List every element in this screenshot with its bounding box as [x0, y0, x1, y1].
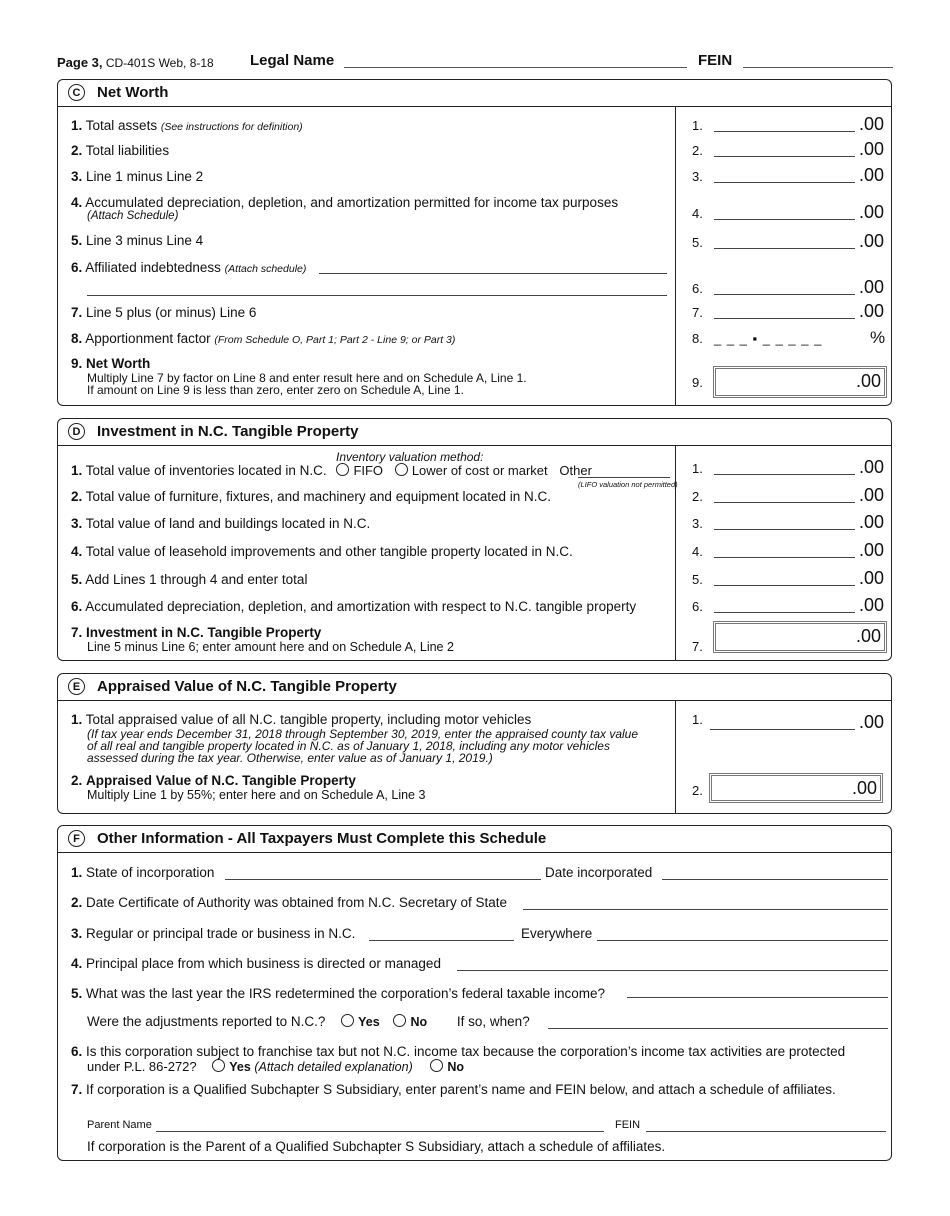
- c-line-5-amount[interactable]: [714, 248, 855, 249]
- section-letter-d: D: [68, 423, 85, 440]
- fifo-radio[interactable]: [336, 463, 349, 476]
- protected-no-radio[interactable]: [430, 1059, 443, 1072]
- lcm-radio[interactable]: [395, 463, 408, 476]
- irs-year-field[interactable]: [627, 997, 888, 998]
- d-line-7-amount[interactable]: .00: [713, 621, 887, 653]
- if-so-when-field[interactable]: [548, 1028, 888, 1029]
- section-other-information: F Other Information - All Taxpayers Must Complete this Schedule 1. State of incorporation Date incorporated 2. Date Certificate of Authority was obtained from N.C. Secretary of State 3. Regular or principal trade or business in N.C. Everywhere 4. Principal place from which business is directed or managed 5. What was the last year the IRS redetermined the corporation’s federal taxable income? Were the adjustments reported to N.C.? Yes No If so, when? 6. Is this corporation subject to franchise tax but not N.C. income tax because the corporation’s income tax activities are protected under P.L. 86-272? Yes (Attach detailed explanation) No 7. If corporation is a Qualified Subchapter S Subsidiary, enter parent’s name and FEIN below, and attach a schedule of affiliates. Parent Name FEIN If corporation is the Parent of a Qualified Subchapter S Subsidiary, attach a schedule of affiliates.: [57, 825, 892, 1161]
- e-line-2-amount[interactable]: .00: [709, 773, 883, 803]
- c-line-6-desc-1[interactable]: [319, 273, 667, 274]
- section-net-worth: C Net Worth 1. Total assets (See instructions for definition) 1. .00 2. Total liabilities 2. .00 3. Line 1 minus Line 2 3. .00 4. Accumulated depreciation, depletion, and amortization permitted for income tax purposes (Attach Schedule) 4. .00 5. Line 3 minus Line 4 5. .00 6. Affiliated indebtedness (Attach schedule) 6. .00 7. Line 5 plus (or minus) Line 6 7. .00 8. Apportionment factor (From Schedule O, Part 1; Part 2 - Line 9; or Part 3) 8. _ _ _ ▪ _ _ _ _ _ % 9. Net Worth Multiply Line 7 by factor on Line 8 and enter result here and on Schedule A, Line 1. If amount on Line 9 is less than zero, enter zero on Schedule A, Line 1. 9. .00: [57, 79, 892, 406]
- parent-fein-field[interactable]: [646, 1131, 886, 1132]
- section-title-text: Appraised Value of N.C. Tangible Property: [97, 678, 397, 695]
- adjustments-yes-radio[interactable]: [341, 1014, 354, 1027]
- parent-name-field[interactable]: [156, 1131, 604, 1132]
- section-letter-f: F: [68, 830, 85, 847]
- c-line-1-amount[interactable]: [714, 131, 855, 132]
- e-line-1-amount[interactable]: [710, 729, 855, 730]
- c-line-6-amount[interactable]: [714, 294, 855, 295]
- legal-name-label: Legal Name: [250, 52, 335, 69]
- fein-field[interactable]: [743, 67, 893, 68]
- c-line-7-amount[interactable]: [714, 318, 855, 319]
- c-line-4-amount[interactable]: [714, 219, 855, 220]
- nc-business-field[interactable]: [369, 940, 514, 941]
- adjustments-no-radio[interactable]: [393, 1014, 406, 1027]
- c-line-9-amount[interactable]: .00: [713, 366, 887, 398]
- principal-place-field[interactable]: [457, 970, 888, 971]
- page-header: [57, 52, 893, 72]
- certificate-date-field[interactable]: [523, 909, 888, 910]
- section-letter-e: E: [68, 678, 85, 695]
- d-line-5-amount[interactable]: [714, 585, 855, 586]
- c-line-6-desc-2[interactable]: [87, 295, 667, 296]
- section-title-text: Net Worth: [97, 84, 169, 101]
- section-title: [58, 674, 891, 701]
- c-line-8-factor[interactable]: _ _ _ ▪ _ _ _ _ _: [714, 331, 823, 346]
- fein-label: FEIN: [698, 52, 733, 69]
- d-line-6-amount[interactable]: [714, 612, 855, 613]
- section-appraised-value: E Appraised Value of N.C. Tangible Property 1. Total appraised value of all N.C. tangible property, including motor vehicles (If tax year ends December 31, 2018 through September 30, 2019, enter the appraised county tax value of all real and tangible property located in N.C. as of January 1, 2018, including any motor vehicles assessed during the tax year. Otherwise, enter value as of January 1, 2019.) 1. .00 2. Appraised Value of N.C. Tangible Property Multiply Line 1 by 55%; enter here and on Schedule A, Line 3 2. .00: [57, 673, 892, 814]
- state-of-incorporation-field[interactable]: [225, 879, 541, 880]
- date-incorporated-field[interactable]: [662, 879, 888, 880]
- page-number: Page 3, CD-401S Web, 8-18: [57, 55, 214, 70]
- c-line-2-amount[interactable]: [714, 156, 855, 157]
- protected-yes-radio[interactable]: [212, 1059, 225, 1072]
- section-letter-c: C: [68, 84, 85, 101]
- everywhere-business-field[interactable]: [597, 940, 888, 941]
- d-line-2-amount[interactable]: [714, 502, 855, 503]
- section-title: [58, 826, 891, 853]
- section-title: [58, 419, 891, 446]
- d-line-1-amount[interactable]: [714, 474, 855, 475]
- c-line-3-amount[interactable]: [714, 182, 855, 183]
- d-line-4-amount[interactable]: [714, 557, 855, 558]
- legal-name-field[interactable]: [344, 67, 687, 68]
- section-title-text: Investment in N.C. Tangible Property: [97, 423, 359, 440]
- d-line-3-amount[interactable]: [714, 529, 855, 530]
- section-title-text: Other Information - All Taxpayers Must Complete this Schedule: [97, 830, 547, 847]
- inventory-method-label: Inventory valuation method:: [336, 450, 484, 464]
- section-title: [58, 80, 891, 107]
- other-method-field[interactable]: [578, 477, 670, 478]
- section-investment: D Investment in N.C. Tangible Property Inventory valuation method: 1. Total value of inventories located in N.C. FIFO Lower of cost or market Other (LIFO valuation not permitted) 1. .00 2. Total value of furniture, fixtures, and machinery and equipment located in N.C. 2. .00 3. Total value of land and buildings located in N.C. 3. .00 4. Total value of leasehold improvements and other tangible property located in N.C. 4. .00 5. Add Lines 1 through 4 and enter total 5. .00 6. Accumulated depreciation, depletion, and amortization with respect to N.C. tangible property 6. .00 7. Investment in N.C. Tangible Property Line 5 minus Line 6; enter amount here and on Schedule A, Line 2 7. .00: [57, 418, 892, 661]
